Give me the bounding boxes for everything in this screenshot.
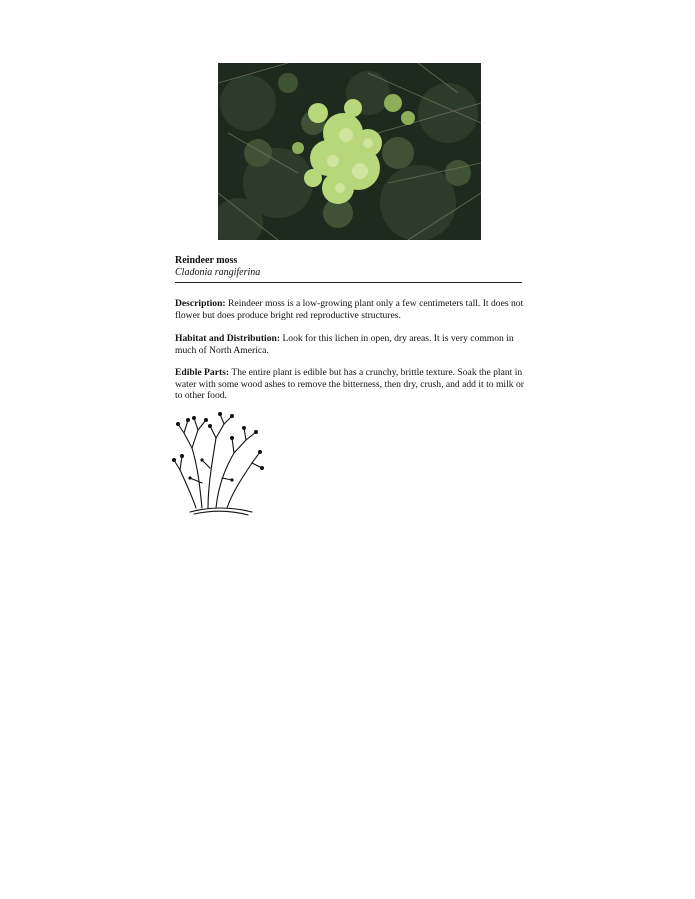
description-section — [175, 298, 525, 321]
scientific-name: Cladonia rangiferina — [175, 267, 261, 278]
lichen-sketch-illustration — [172, 408, 268, 518]
description-label: Description: — [175, 298, 226, 309]
plant-heading — [175, 255, 525, 279]
habitat-text: Look for this lichen in open, dry areas. It is very common in much of North America. — [175, 333, 514, 356]
lichen-photo-illustration — [218, 63, 481, 240]
common-name: Reindeer moss — [175, 255, 238, 266]
description-text: Reindeer moss is a low-growing plant only a few centimeters tall. It does not flower but does produce bright red reproductive structures. — [175, 298, 524, 321]
habitat-section — [175, 333, 525, 356]
edible-parts-label: Edible Parts: — [175, 367, 230, 378]
edible-parts-section — [175, 367, 525, 402]
reindeer-moss-sketch — [172, 408, 268, 518]
habitat-label: Habitat and Distribution: — [175, 333, 281, 344]
reindeer-moss-photo — [218, 63, 481, 240]
edible-parts-text: The entire plant is edible but has a crunchy, brittle texture. Soak the plant in water with some wood ashes to remove the bitterness, then dry, crush, and add it to milk or to other food. — [175, 367, 524, 401]
heading-divider — [175, 282, 522, 283]
